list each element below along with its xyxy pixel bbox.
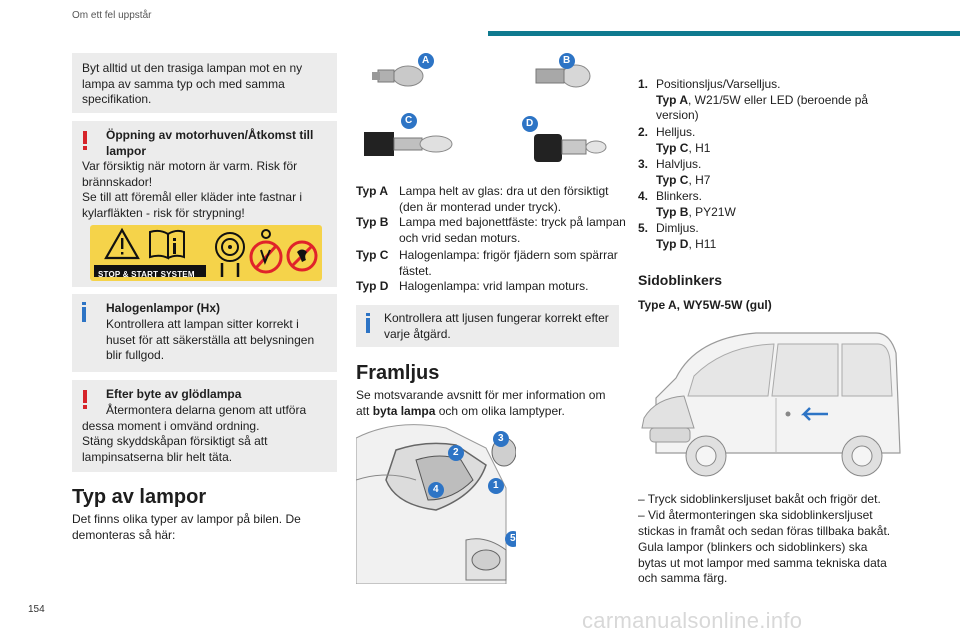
lamp-types-heading: Typ av lampor [72, 486, 207, 508]
lamp-types-intro: Det finns olika typer av lampor på bilen. De demonteras så här: [72, 512, 301, 542]
item-content [656, 221, 896, 252]
bulb-b-label: B [563, 55, 571, 66]
callout-1-label: 1 [493, 480, 499, 491]
callout-3-label: 3 [498, 433, 504, 444]
item-label: Dimljus. [656, 221, 699, 235]
headlight-heading: Framljus [356, 362, 440, 384]
item-spec: , PY21W [688, 204, 736, 219]
replace-bulb-link-text: byta lampa [372, 403, 436, 418]
item-type: Typ B [656, 204, 689, 219]
after-replacement-line-2: Stäng skyddskåpan försiktigt så att lampinsatserna blir helt täta. [82, 434, 268, 464]
halogen-info-box [72, 294, 337, 372]
type-b-text: Lampa med bajonettfäste: tryck på lampan och vrid sedan moturs. [399, 215, 626, 245]
type-c-text: Halogenlampa: frigör fjädern som spärrar fästet. [399, 248, 618, 278]
headlight-text-pre: Se motsvarande avsnitt för mer information om att [356, 388, 606, 418]
bulb-b-image [536, 65, 590, 87]
yellow-bulb-note: Gula lampor (blinkers och sidoblinkers) ska bytas ut mot lampor med samma tekniska data och samma färg. [638, 540, 887, 585]
bulb-types-illustration [356, 52, 626, 177]
item-spec: , H7 [688, 172, 711, 187]
callout-4-label: 4 [433, 484, 439, 495]
replace-bulb-note-text: Byt alltid ut den trasiga lampan mot en ny lampa av samma typ och med samma specifikation. [82, 61, 303, 106]
item-number: 5. [638, 221, 649, 235]
hood-warning-box [72, 121, 337, 287]
bulb-a-image [372, 66, 423, 86]
item-type: Typ A [656, 92, 688, 107]
check-lights-info-box [356, 305, 619, 347]
headlight-illustration [356, 420, 516, 584]
halogen-info-title: Halogenlampor (Hx) [106, 301, 221, 315]
check-lights-text: Kontrollera att ljusen fungerar korrekt efter varje åtgärd. [384, 311, 609, 341]
bulb-c-label: C [405, 115, 413, 126]
item-type: Typ C [656, 172, 689, 187]
after-replacement-title: Efter byte av glödlampa [106, 387, 242, 401]
item-content [656, 189, 896, 220]
step-2: – Vid återmonteringen ska sidoblinkersljuset stickas in framåt och sedan föras tillbaka bakåt. [638, 508, 891, 538]
item-spec: , H1 [688, 140, 711, 155]
type-c-key: Typ C [356, 248, 389, 262]
callout-5-label: 5 [510, 533, 516, 544]
item-spec: , H11 [688, 236, 717, 251]
item-type: Typ C [656, 140, 689, 155]
headlight-text-post: och om olika lamptyper. [435, 403, 565, 418]
hood-warning-title: Öppning av motorhuven/Åtkomst till lampor [106, 128, 314, 158]
info-icon [365, 313, 371, 335]
stop-start-label: STOP & START SYSTEM [98, 270, 195, 279]
hood-warning-line-1: Var försiktig när motorn är varm. Risk för brännskador! [82, 159, 298, 189]
van-side-indicator-illustration [636, 328, 901, 488]
side-indicator-heading: Sidoblinkers [638, 272, 723, 288]
step-1: – Tryck sidoblinkersljuset bakåt och frigör det. [638, 492, 881, 506]
halogen-info-text-body: Kontrollera att lampan sitter korrekt i huset för att säkerställa att belysningen blir fullgod. [106, 317, 315, 362]
item-number: 1. [638, 77, 649, 91]
bulb-d-label: D [526, 118, 534, 129]
type-a-key: Typ A [356, 184, 388, 198]
type-b-key: Typ B [356, 215, 389, 229]
warning-icon [82, 131, 88, 149]
bulb-d-image [534, 134, 606, 162]
item-type: Typ D [656, 236, 689, 251]
page-number: 154 [28, 604, 45, 615]
headlight-text [356, 388, 621, 419]
item-number: 4. [638, 189, 649, 203]
type-d-key: Typ D [356, 279, 389, 293]
item-number: 2. [638, 125, 649, 139]
item-content [656, 157, 896, 188]
header-accent-bar [488, 31, 960, 36]
item-number: 3. [638, 157, 649, 171]
item-label: Halvljus. [656, 157, 702, 171]
running-header: Om ett fel uppstår [72, 10, 152, 21]
type-d-text: Halogenlampa: vrid lampan moturs. [399, 279, 589, 293]
type-a-text: Lampa helt av glas: dra ut den försiktigt (den är monterad under tryck). [399, 184, 609, 214]
item-content [656, 77, 896, 124]
hood-warning-line-2: Se till att föremål eller kläder inte fastnar i kylarfläkten - risk för strypning! [82, 190, 303, 220]
item-label: Positionsljus/Varselljus. [656, 77, 781, 91]
after-replacement-line-1: Återmontera delarna genom att utföra dessa moment i omvänd ordning. [82, 403, 307, 433]
callout-2-label: 2 [453, 447, 459, 458]
bulb-c-image [364, 132, 452, 156]
item-spec: , W21/5W eller LED (beroende på version) [656, 92, 869, 122]
warning-sticker [90, 225, 322, 281]
after-replacement-warning-box [72, 380, 337, 472]
watermark: carmanualsonline.info [582, 608, 803, 633]
halogen-info-text [106, 317, 328, 364]
item-label: Blinkers. [656, 189, 703, 203]
item-label: Helljus. [656, 125, 696, 139]
item-content [656, 125, 896, 156]
side-indicator-lamp [786, 412, 791, 417]
side-indicator-subheading: Type A, WY5W-5W (gul) [638, 298, 772, 312]
replace-bulb-note [72, 53, 337, 113]
bulb-a-label: A [422, 55, 430, 66]
manual-book-icon [150, 231, 168, 258]
info-icon [81, 302, 87, 324]
